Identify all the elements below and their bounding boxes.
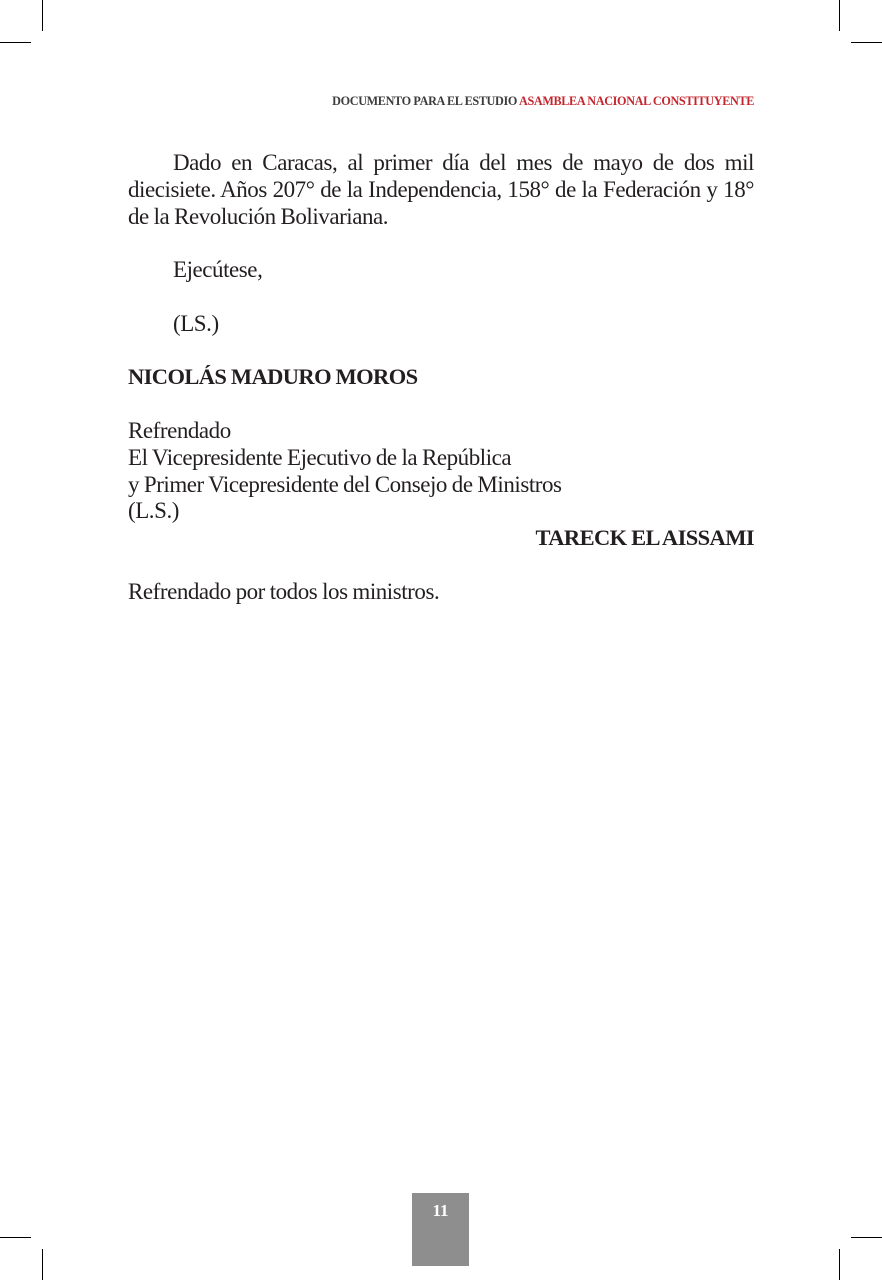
crop-mark-bottom-right-vertical: [839, 1249, 840, 1280]
running-header-highlight: ASAMBLEA NACIONAL CONSTITUYENTE: [519, 94, 754, 108]
seal-line: (LS.): [173, 310, 219, 336]
page-number: 11: [432, 1201, 449, 1220]
crop-mark-top-right-vertical: [839, 0, 840, 31]
closing-line: Refrendado por todos los ministros.: [128, 578, 440, 604]
countersign-label: Refrendado: [128, 417, 231, 443]
crop-mark-bottom-left-horizontal: [0, 1237, 31, 1238]
crop-mark-bottom-right-horizontal: [851, 1237, 882, 1238]
execute-line: Ejecútese,: [173, 257, 263, 283]
countersign-title-line-2: y Primer Vicepresidente del Consejo de Ministros: [128, 471, 562, 497]
running-header: [332, 93, 754, 109]
signatory-vice-president: TARECK EL AISSAMI: [535, 525, 754, 551]
countersign-seal: (L.S.): [128, 498, 179, 524]
crop-mark-bottom-left-vertical: [42, 1249, 43, 1280]
document-body: [128, 150, 754, 606]
crop-mark-top-right-horizontal: [851, 42, 882, 43]
given-in-paragraph: Dado en Caracas, al primer día del mes de mayo de dos mil diecisiete. Años 207° de la Independencia, 158° de la Federación y 18° de la Revolución Bolivariana.: [128, 150, 754, 229]
page-number-box: [412, 1193, 469, 1266]
crop-mark-top-left-vertical: [42, 0, 43, 31]
running-header-prefix: DOCUMENTO PARA EL ESTUDIO: [332, 94, 520, 108]
signatory-president: NICOLÁS MADURO MOROS: [128, 364, 418, 390]
countersign-block: [128, 418, 754, 552]
countersign-title-line-1: El Vicepresidente Ejecutivo de la República: [128, 444, 512, 470]
crop-mark-top-left-horizontal: [0, 42, 31, 43]
